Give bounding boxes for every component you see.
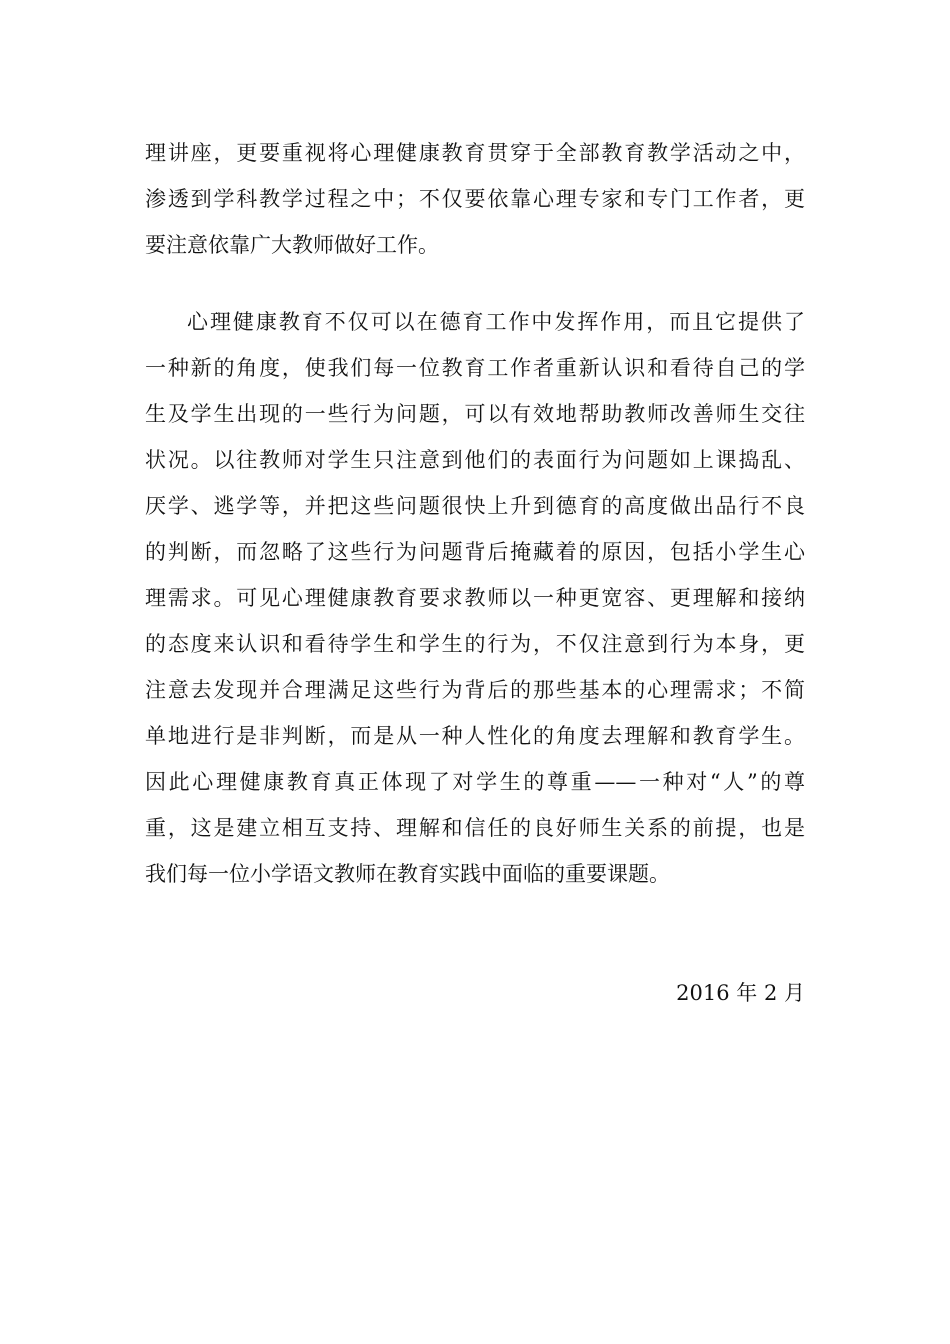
paragraph-2-line-6: 的判断，而忽略了这些行为问题背后掩藏着的原因，包括小学生心 bbox=[145, 540, 805, 564]
paragraph-2-line-11: 因此心理健康教育真正体现了对学生的尊重——一种对“人”的尊 bbox=[145, 770, 805, 794]
paragraph-2-line-2: 一种新的角度，使我们每一位教育工作者重新认识和看待自己的学 bbox=[145, 356, 805, 380]
paragraph-1-line-3: 要注意依靠广大教师做好工作。 bbox=[145, 233, 439, 257]
paragraph-2-line-5: 厌学、逃学等，并把这些问题很快上升到德育的高度做出品行不良 bbox=[145, 494, 805, 518]
paragraph-2-line-10: 单地进行是非判断，而是从一种人性化的角度去理解和教育学生。 bbox=[145, 724, 805, 748]
paragraph-2-line-7: 理需求。可见心理健康教育要求教师以一种更宽容、更理解和接纳 bbox=[145, 586, 805, 610]
paragraph-2-line-13: 我们每一位小学语文教师在教育实践中面临的重要课题。 bbox=[145, 862, 670, 886]
paragraph-2-line-12: 重，这是建立相互支持、理解和信任的良好师生关系的前提，也是 bbox=[145, 816, 805, 840]
paragraph-2-line-4: 状况。以往教师对学生只注意到他们的表面行为问题如上课捣乱、 bbox=[145, 448, 805, 472]
paragraph-2-line-8: 的态度来认识和看待学生和学生的行为，不仅注意到行为本身，更 bbox=[145, 632, 805, 656]
paragraph-1-line-1: 理讲座，更要重视将心理健康教育贯穿于全部教育教学活动之中， bbox=[145, 141, 805, 165]
paragraph-1-line-2: 渗透到学科教学过程之中；不仅要依靠心理专家和专门工作者，更 bbox=[145, 187, 805, 211]
paragraph-2-line-1: 心理健康教育不仅可以在德育工作中发挥作用，而且它提供了 bbox=[187, 310, 805, 334]
paragraph-2-line-9: 注意去发现并合理满足这些行为背后的那些基本的心理需求；不简 bbox=[145, 678, 805, 702]
paragraph-2-line-3: 生及学生出现的一些行为问题，可以有效地帮助教师改善师生交往 bbox=[145, 402, 805, 426]
document-date: 2016 年 2 月 bbox=[676, 981, 805, 1005]
